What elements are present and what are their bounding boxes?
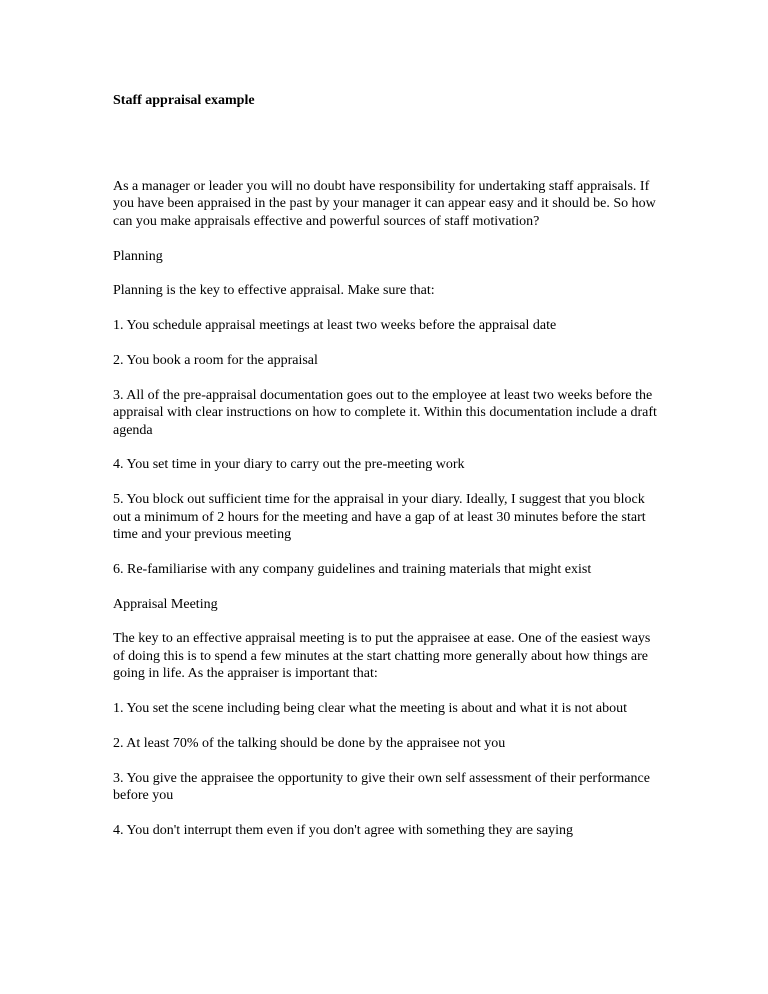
planning-item-2: 2. You book a room for the appraisal <box>113 353 318 368</box>
meeting-item-2: 2. At least 70% of the talking should be done by the appraisee not you <box>113 735 506 751</box>
planning-item-4: 4. You set time in your diary to carry out the pre-meeting work <box>113 457 465 473</box>
meeting-item-3: 3. You give the appraisee the opportunity to give their own self assessment of their performance before you <box>113 770 650 804</box>
planning-lead: Planning is the key to effective appraisal. Make sure that: <box>113 283 435 299</box>
document-title: Staff appraisal example <box>113 93 255 108</box>
planning-item-3: 3. All of the pre-appraisal documentation goes out to the employee at least two weeks before the appraisal with clear instructions on how to complete it. Within this documentation include a draft agenda <box>113 387 657 438</box>
meeting-lead: The key to an effective appraisal meeting is to put the appraisee at ease. One of the easiest ways of doing this is to spend a few minutes at the start chatting more generally about how things are going in life. As the appraiser is important that: <box>113 631 651 682</box>
planning-item-1: 1. You schedule appraisal meetings at least two weeks before the appraisal date <box>113 318 557 334</box>
planning-heading: Planning <box>113 248 163 264</box>
meeting-heading: Appraisal Meeting <box>113 596 218 612</box>
meeting-item-1: 1. You set the scene including being clear what the meeting is about and what it is not about <box>113 701 628 717</box>
intro-paragraph: As a manager or leader you will no doubt have responsibility for undertaking staff appraisals. If you have been appraised in the past by your manager it can appear easy and it should be. So how can you make appraisals effective and powerful sources of staff motivation? <box>113 179 656 229</box>
planning-item-5: 5. You block out sufficient time for the appraisal in your diary. Ideally, I suggest that you block out a minimum of 2 hours for the meeting and have a gap of at least 30 minutes before the start time and your previous meeting <box>113 492 646 543</box>
planning-item-6: 6. Re-familiarise with any company guidelines and training materials that might exist <box>113 561 592 577</box>
document-body <box>113 178 658 857</box>
meeting-item-4: 4. You don't interrupt them even if you don't agree with something they are saying <box>113 822 573 838</box>
